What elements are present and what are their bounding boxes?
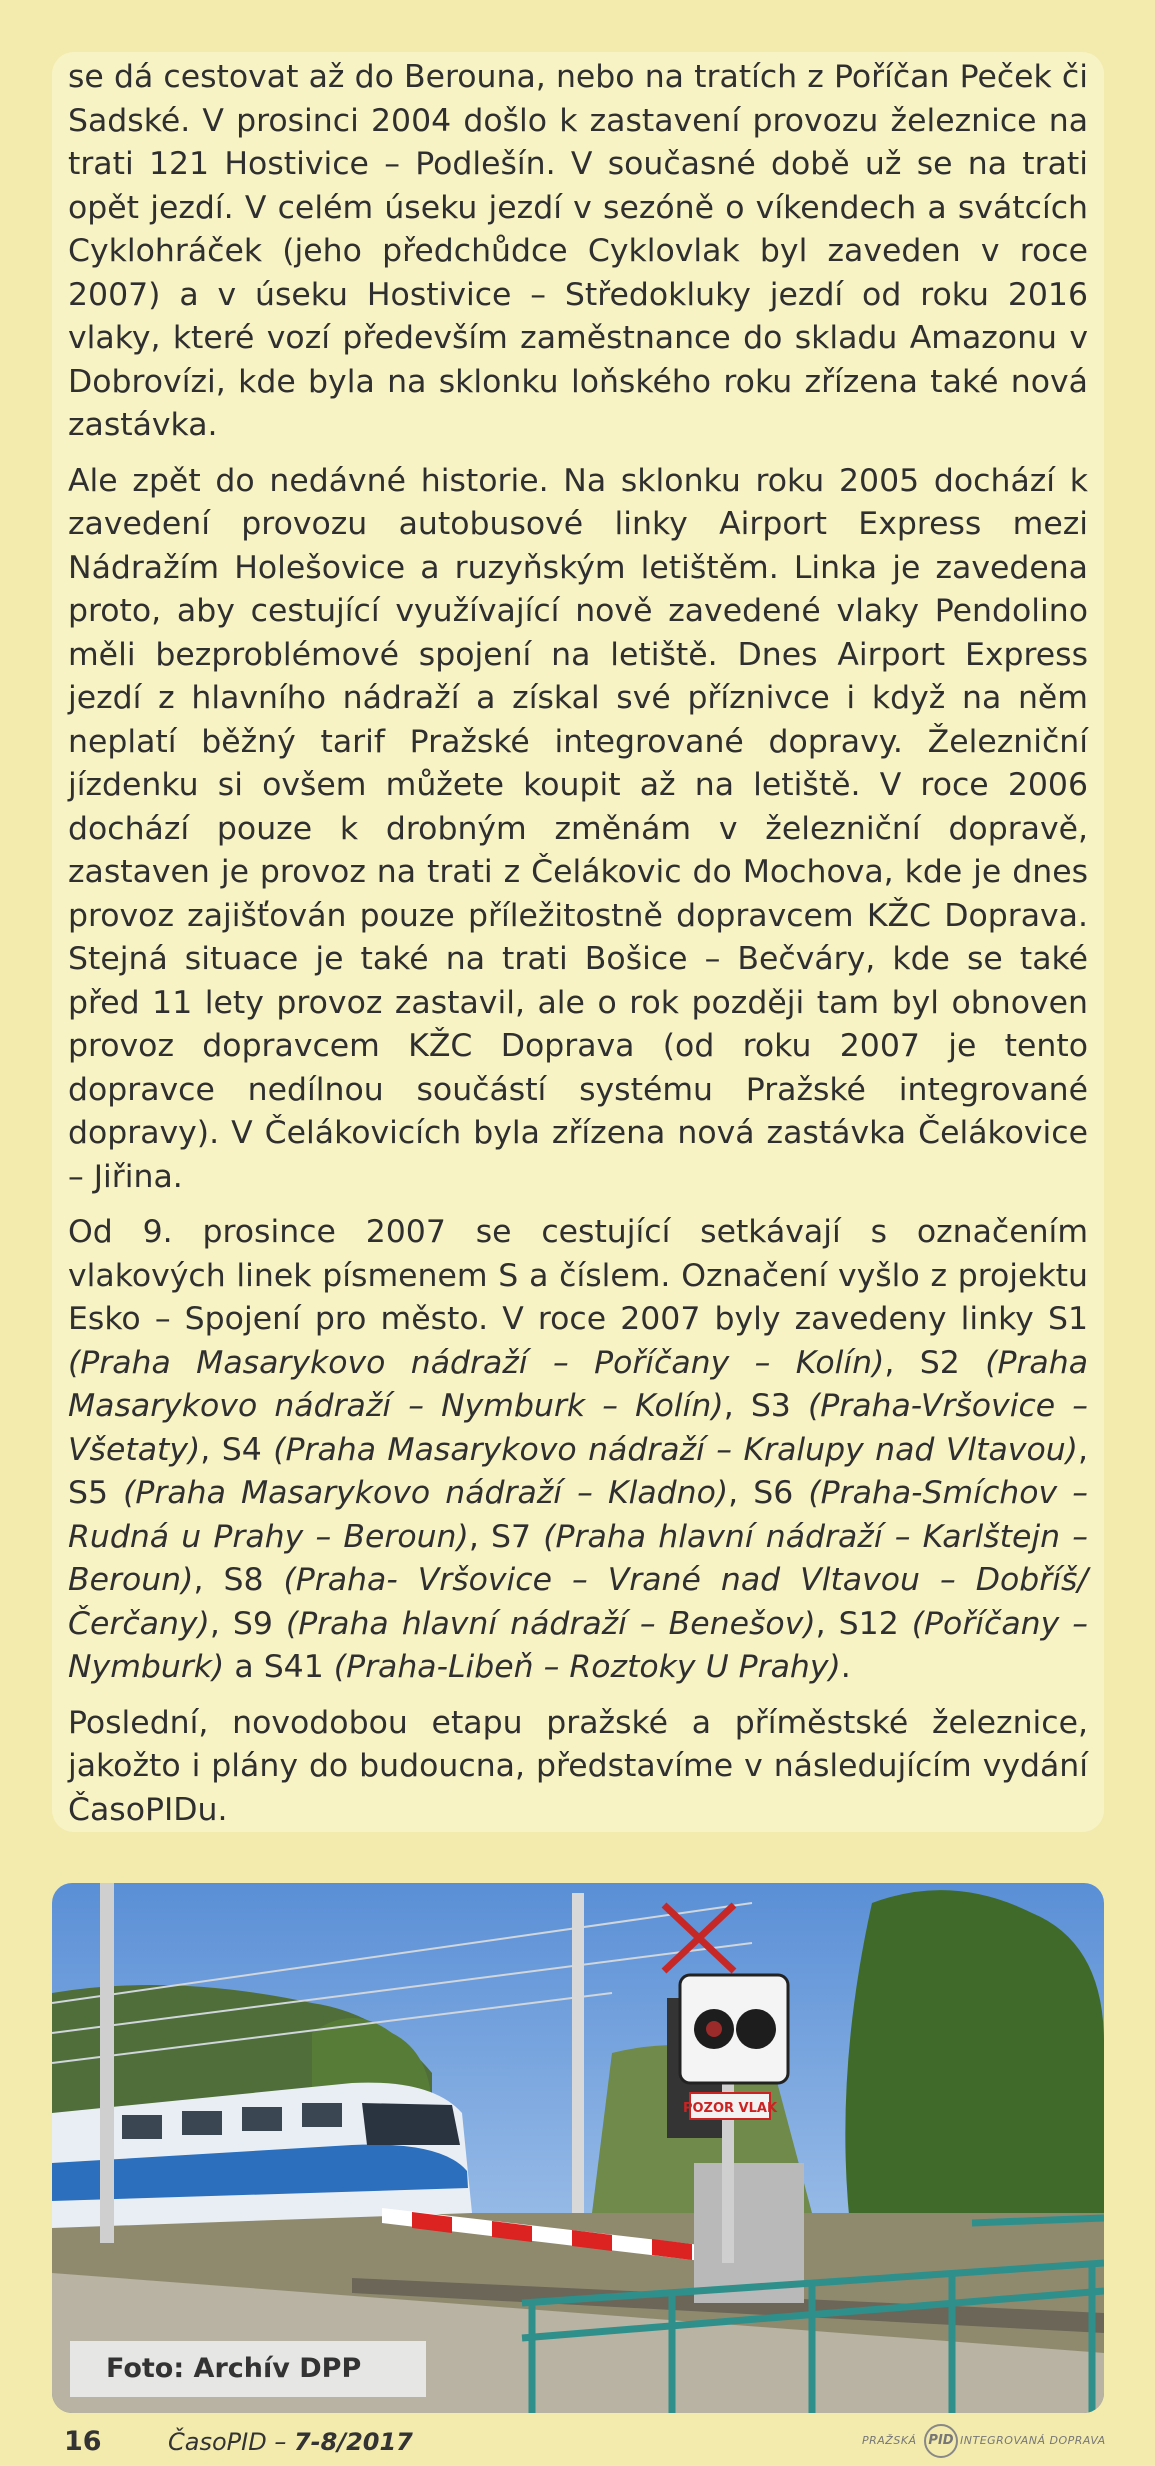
line-route: (Praha-Vršovice – Všetaty) [68, 1388, 1088, 1468]
line-route: (Praha- Vršovice – Vrané nad Vltavou – Dobříš/Čerčany) [68, 1562, 1088, 1642]
pid-logo [862, 2424, 1106, 2460]
paragraph-3-intro: Od 9. prosince 2007 se cestující setkávají s označením vlakových linek písmenem S a číslem. Označení vyšlo z projektu Esko – Spojení pro město. V roce 2007 byly zavedeny linky [68, 1214, 1088, 1337]
photo-caption: Foto: Archív DPP [70, 2341, 426, 2397]
line-code: S9 [232, 1605, 286, 1642]
line-route: (Praha hlavní nádraží – Benešov) [285, 1605, 816, 1642]
paragraph-2: Ale zpět do nedávné historie. Na sklonku roku 2005 dochází k zavedení provozu autobusové linky Airport Express mezi Nádražím Holešovice a ruzyňským letištěm. Linka je zavedena proto, aby cestující využívající nově zavedené vlaky Pendolino měli bezproblémové spojení na letiště. Dnes Airport Express jezdí z hlavního nádraží a získal své příznivce i když na něm neplatí běžný tarif Pražské integrované dopravy. Železniční jízdenku si ovšem můžete koupit až na letiště. V roce 2006 dochází pouze k drobným změnám v železniční dopravě, zastaven je provoz na trati z Čelákovic do Mochova, kde je dnes provoz zajišťován pouze příležitostně dopravcem KŽC Doprava. Stejná situace je také na trati Bošice – Bečváry, kde se také před 11 lety provoz zastavil, ale o rok později tam byl obnoven provoz dopravcem KŽC Doprava (od roku 2007 je tento dopravce nedílnou součástí systému Pražské integrované dopravy). V Čelákovicích byla zřízena nová zastávka Čelákovice – Jiřina. [68, 462, 1088, 1195]
pid-logo-mark: PID [924, 2424, 958, 2458]
logo-text-right: INTEGROVANÁ DOPRAVA [960, 2434, 1106, 2447]
line-route: (Poříčany – Nymburk) [68, 1605, 1089, 1685]
line-route: (Praha Masarykovo nádraží – Poříčany – Kolín) [68, 1344, 885, 1381]
logo-text-left: PRAŽSKÁ [862, 2434, 917, 2447]
magazine-name: ČasoPID – [168, 2428, 287, 2456]
line-route: (Praha hlavní nádraží – Karlštejn – Beroun) [68, 1518, 1089, 1598]
magazine-issue [168, 2428, 413, 2456]
line-route: (Praha Masarykovo nádraží – Kralupy nad Vltavou) [273, 1431, 1078, 1468]
train-lines-list: S1 (Praha Masarykovo nádraží – Poříčany – Kolín), S2 (Praha Masarykovo nádraží – Nymburk – Kolín), S3 (Praha-Vršovice – Všetaty), S4 (Praha Masarykovo nádraží – Kralupy nad Vltavou), S5 (Praha Masarykovo nádraží – Kladno), S6 (Praha-Smíchov – Rudná u Prahy – Beroun), S7 (Praha hlavní nádraží – Karlštejn – Beroun), S8 (Praha- Vršovice – Vrané nad Vltavou – Dobříš/Čerčany), S9 (Praha hlavní nádraží – Benešov), S12 (Poříčany – Nymburk) a S41 (Praha-Libeň – Roztoky U Prahy). [68, 1301, 1089, 1685]
paragraph-3 [68, 1211, 1088, 1690]
line-code: S6 [753, 1475, 809, 1511]
line-code: S4 [221, 1431, 274, 1468]
paragraph-1: se dá cestovat až do Berouna, nebo na tratích z Poříčan Peček či Sadské. V prosinci 2004 došlo k zastavení provozu železnice na trati 121 Hostivice – Podlešín. V současné době už se na trati opět jezdí. V celém úseku jezdí v sezóně o víkendech a svátcích Cyklohráček (jeho předchůdce Cyklovlak byl zaveden v roce 2007) a v úseku Hostivice – Středokluky jezdí od roku 2016 vlaky, které vozí především zaměstnance do skladu Amazonu v Dobrovízi, kde byla na sklonku loňského roku zřízena také nová zastávka. [68, 59, 1088, 443]
line-route: (Praha-Libeň – Roztoky U Prahy) [333, 1649, 841, 1685]
line-code: S41 [263, 1649, 334, 1685]
line-code: S3 [750, 1388, 808, 1424]
pozor-vlak-sign: POZOR VLAK [682, 2101, 778, 2116]
paragraph-4: Poslední, novodobou etapu pražské a příměstské železnice, jakožto i plány do budoucna, představíme v následujícím vydání ČasoPIDu. [68, 1704, 1088, 1828]
line-code: S2 [919, 1344, 986, 1381]
page-footer [0, 2414, 1155, 2466]
line-route: (Praha-Smíchov – Rudná u Prahy – Beroun) [68, 1475, 1088, 1555]
train-crossing-photo [52, 1883, 1104, 2413]
issue-number: 7-8/2017 [293, 2428, 413, 2456]
line-code: S7 [491, 1518, 544, 1555]
line-code: S8 [223, 1562, 284, 1598]
article-body [68, 56, 1088, 1844]
line-route: (Praha Masarykovo nádraží – Kladno) [123, 1475, 729, 1511]
page-number: 16 [64, 2426, 102, 2457]
line-route: (Praha Masarykovo nádraží – Nymburk – Kolín) [68, 1344, 1088, 1424]
line-code: S1 [1047, 1301, 1088, 1337]
line-code: S5 [68, 1475, 124, 1511]
photo-illustration [52, 1883, 1104, 2413]
line-code: S12 [838, 1605, 912, 1642]
crossing-signal [667, 1975, 788, 2138]
